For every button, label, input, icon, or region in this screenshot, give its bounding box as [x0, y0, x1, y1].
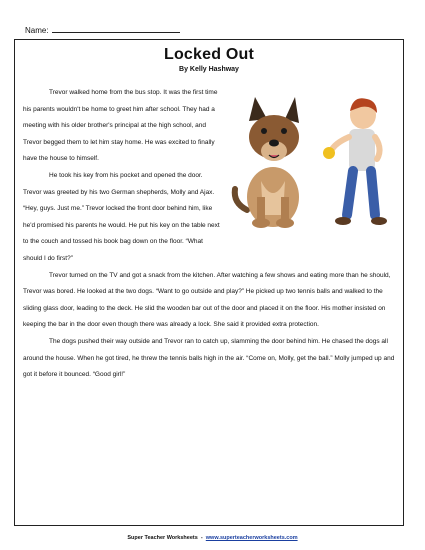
- name-field: [25, 24, 180, 35]
- paragraph-4: The dogs pushed their way outside and Trevor ran to catch up, slamming the door behind him. He chased the dogs all around the house. When he got tired, he threw the tennis balls high in the air. “Come on, Molly, get the ball.” Molly jumped up and got it before it bounced. “Good girl!”: [23, 337, 395, 379]
- footer-link[interactable]: www.superteacherworksheets.com: [205, 535, 298, 541]
- paragraph-3: Trevor turned on the TV and got a snack from the kitchen. After watching a few shows and eating more than he should, Trevor was bored. He looked at the two dogs. “Want to go outside and play?” He picked up two tennis balls and walked to the sliding glass door, leading to the deck. He slid the wooden bar out of the door and placed it on the floor. His mother insisted on keeping the bar in the door even though there was already a lock. She said it provided extra protection.: [23, 271, 391, 329]
- footer-separator: -: [200, 535, 203, 541]
- dog-icon: [235, 97, 299, 228]
- footer: [0, 535, 425, 541]
- footer-brand: Super Teacher Worksheets: [127, 535, 198, 541]
- story-frame: [14, 39, 404, 526]
- story-author: By Kelly Hashway: [179, 66, 239, 73]
- boy-and-dog-illustration: [225, 85, 395, 235]
- paragraph-2: He took his key from his pocket and opened the door. Trevor was greeted by his two German shepherds, Molly and Ajax. “Hey, guys. Just me.” Trevor locked the front door behind him, like he'd promised his parents he would. He put his key on the table next to the couch and tossed his book bag down on the floor. “What should I do first?”: [23, 171, 220, 262]
- name-label: Name:: [25, 26, 49, 35]
- story-title: Locked Out: [163, 46, 254, 63]
- name-blank-line: [52, 24, 180, 33]
- paragraph-1: Trevor walked home from the bus stop. It was the first time his parents wouldn't be home to greet him after school. They had a meeting with his older brother's principal at the high school, and Trevor begged them to let him stay home. He was excited to finally have the house to himself.: [23, 89, 218, 163]
- boy-icon: [323, 98, 387, 225]
- story-body: [23, 85, 395, 384]
